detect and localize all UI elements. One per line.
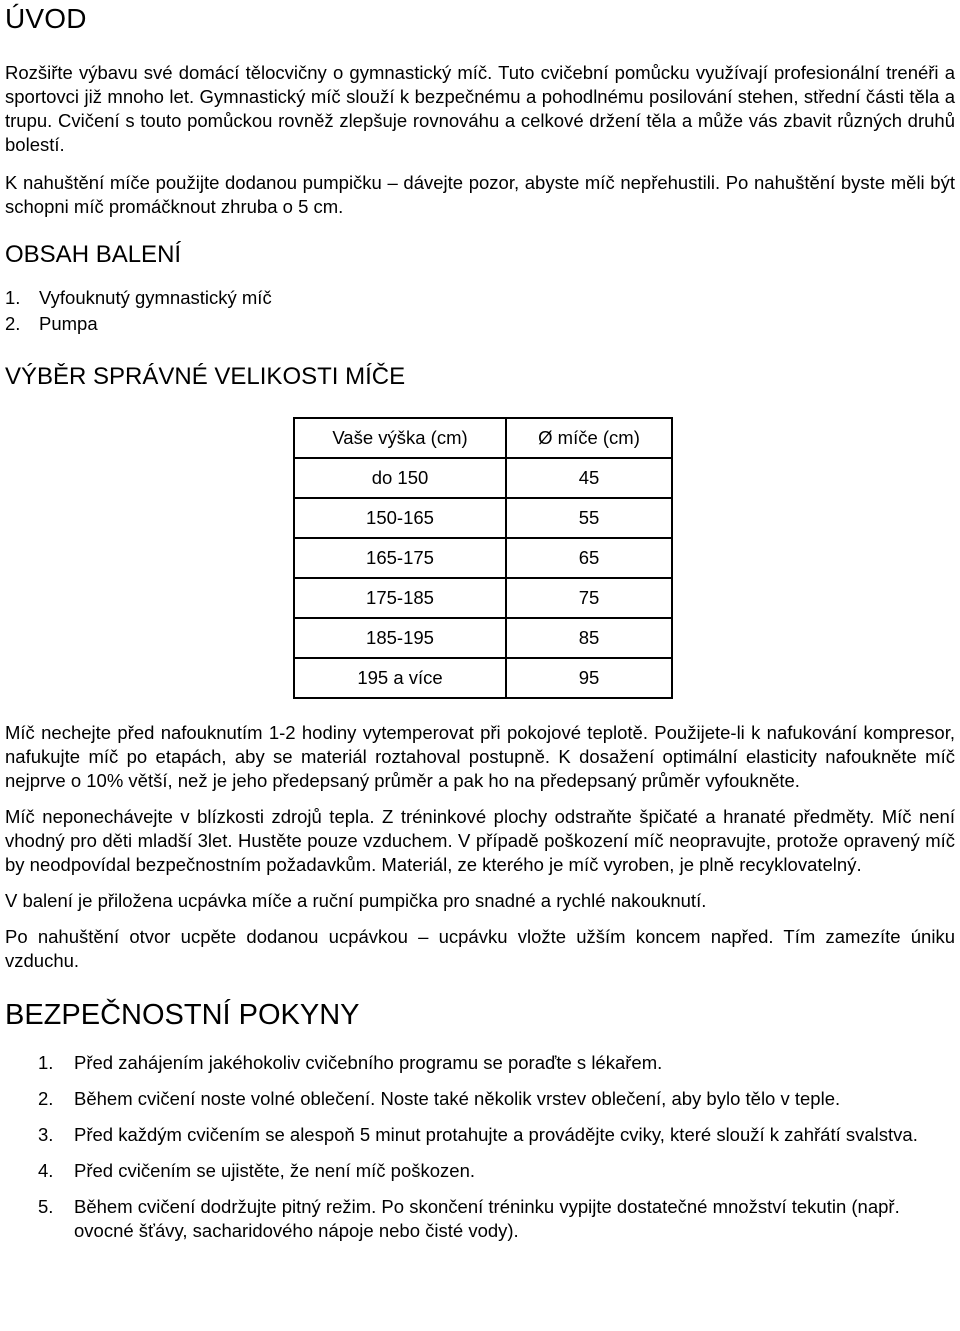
list-item-text: Vyfouknutý gymnastický míč bbox=[39, 287, 272, 308]
table-header-row bbox=[294, 418, 672, 458]
diameter-cell: 45 bbox=[506, 458, 672, 498]
list-item-number: 5. bbox=[38, 1196, 54, 1217]
size-table bbox=[293, 417, 673, 699]
package-list bbox=[5, 285, 955, 337]
notes-paragraph-3: V balení je přiložena ucpávka míče a ruční pumpička pro snadné a rychlé nakouknutí. bbox=[5, 890, 707, 911]
list-item-text: Před zahájením jakéhokoliv cvičebního programu se poraďte s lékařem. bbox=[74, 1052, 663, 1073]
list-item-number: 2. bbox=[38, 1088, 54, 1109]
notes-paragraph-2: Míč neponechávejte v blízkosti zdrojů tepla. Z tréninkové plochy odstraňte špičaté a hranaté předměty. Míč není vhodný pro děti mladší 3let. Hustěte pouze vzduchem. V případě poškození míč neopravujte, protože opravený míč by neodpovídal bezpečnostním požadavkům. Materiál, ze kterého je míč vyroben, je plně recyklovatelný. bbox=[5, 806, 955, 875]
diameter-cell: 65 bbox=[506, 538, 672, 578]
intro-heading: ÚVOD bbox=[5, 3, 87, 34]
list-item-text: Před každým cvičením se alespoň 5 minut protahujte a provádějte cviky, které slouží k zahřátí svalstva. bbox=[74, 1124, 918, 1145]
safety-heading: BEZPEČNOSTNÍ POKYNY bbox=[5, 999, 360, 1031]
intro-paragraph-2: K nahuštění míče použijte dodanou pumpičku – dávejte pozor, abyste míč nepřehustili. Po nahuštění byste měli být schopni míč promáčknout zhruba o 5 cm. bbox=[5, 172, 955, 217]
diameter-cell: 55 bbox=[506, 498, 672, 538]
list-item bbox=[5, 1051, 955, 1075]
notes-paragraph-4: Po nahuštění otvor ucpěte dodanou ucpávkou – ucpávku vložte užším koncem napřed. Tím zamezíte úniku vzduchu. bbox=[5, 926, 955, 971]
intro-paragraph-1: Rozšiřte výbavu své domácí tělocvičny o gymnastický míč. Tuto cvičební pomůcku využívají profesionální trenéři a sportovci již mnoho let. Gymnastický míč slouží k bezpečnému a pohodlnému posilování stehen, střední části těla a trupu. Cvičení s touto pomůckou rovněž zlepšuje rovnováhu a celkové držení těla a může vás zbavit různých druhů bolestí. bbox=[5, 62, 955, 155]
table-row bbox=[294, 618, 672, 658]
list-item-number: 1. bbox=[5, 287, 21, 308]
safety-list bbox=[5, 1051, 955, 1243]
height-cell: 185-195 bbox=[294, 618, 506, 658]
table-row bbox=[294, 458, 672, 498]
list-item-text: Před cvičením se ujistěte, že není míč poškozen. bbox=[74, 1160, 476, 1181]
table-row bbox=[294, 498, 672, 538]
column-header-diameter: Ø míče (cm) bbox=[506, 418, 672, 458]
diameter-cell: 95 bbox=[506, 658, 672, 698]
list-item-number: 2. bbox=[5, 313, 21, 334]
table-row bbox=[294, 538, 672, 578]
list-item bbox=[5, 1087, 955, 1111]
height-cell: 150-165 bbox=[294, 498, 506, 538]
column-header-height: Vaše výška (cm) bbox=[294, 418, 506, 458]
list-item bbox=[5, 1159, 955, 1183]
diameter-cell: 75 bbox=[506, 578, 672, 618]
list-item-text: Během cvičení dodržujte pitný režim. Po skončení tréninku vypijte dostatečné množství tekutin (např. ovocné šťávy, sacharidového nápoje nebo čisté vody). bbox=[74, 1196, 900, 1241]
list-item bbox=[5, 311, 955, 337]
height-cell: 165-175 bbox=[294, 538, 506, 578]
list-item bbox=[5, 1195, 955, 1243]
table-row bbox=[294, 578, 672, 618]
list-item-number: 4. bbox=[38, 1160, 54, 1181]
list-item-text: Během cvičení noste volné oblečení. Noste také několik vrstev oblečení, aby bylo tělo v teple. bbox=[74, 1088, 841, 1109]
list-item-number: 3. bbox=[38, 1124, 54, 1145]
list-item-text: Pumpa bbox=[39, 313, 98, 334]
height-cell: 175-185 bbox=[294, 578, 506, 618]
height-cell: 195 a více bbox=[294, 658, 506, 698]
list-item bbox=[5, 285, 955, 311]
diameter-cell: 85 bbox=[506, 618, 672, 658]
size-heading: VÝBĚR SPRÁVNÉ VELIKOSTI MÍČE bbox=[5, 363, 406, 390]
list-item-number: 1. bbox=[38, 1052, 54, 1073]
height-cell: do 150 bbox=[294, 458, 506, 498]
list-item bbox=[5, 1123, 955, 1147]
table-row bbox=[294, 658, 672, 698]
package-heading: OBSAH BALENÍ bbox=[5, 241, 182, 268]
notes-paragraph-1: Míč nechejte před nafouknutím 1-2 hodiny vytemperovat při pokojové teplotě. Použijete-li k nafukování kompresor, nafukujte míč po etapách, aby se materiál roztahoval postupně. K dosažení optimální elasticity nafoukněte míč nejprve o 10% větší, než je jeho předepsaný průměr a pak ho na předepsaný průměr vyfoukněte. bbox=[5, 722, 955, 791]
